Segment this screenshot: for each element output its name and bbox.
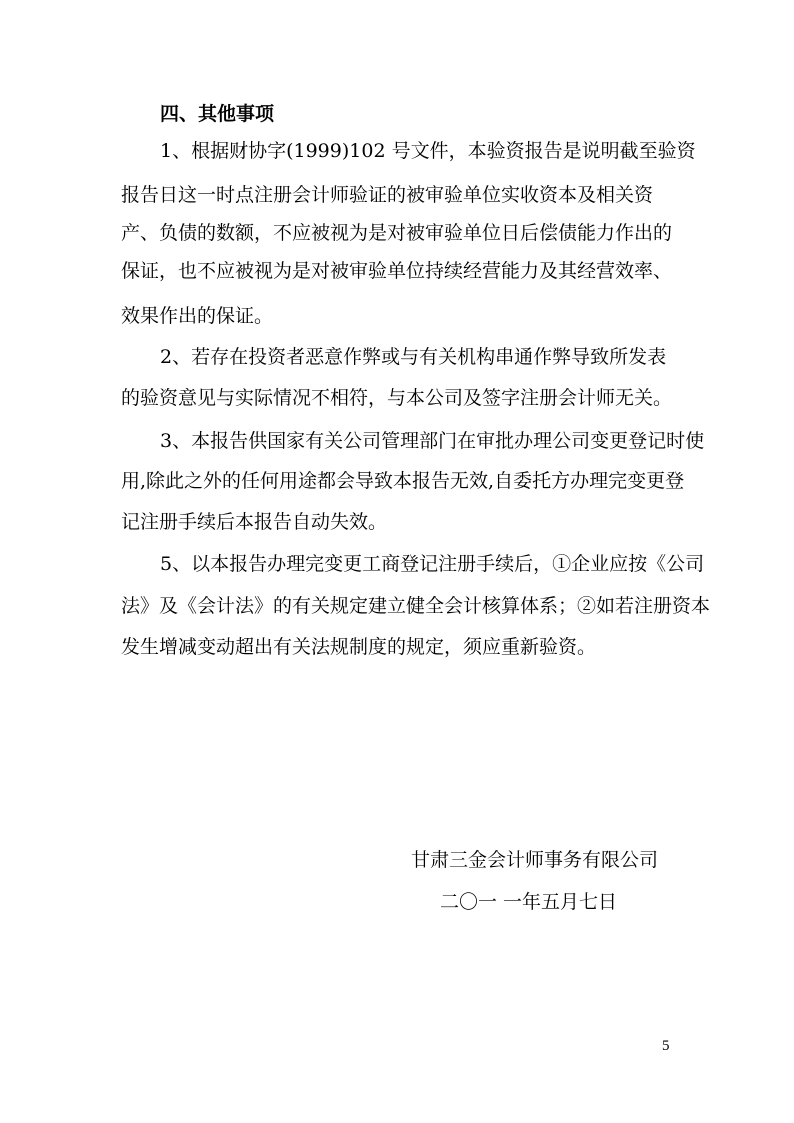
paragraph-2-line-2: 的验资意见与实际情况不相符，与本公司及签字注册会计师无关。 [121,387,673,409]
paragraph-4-line-1: 5、以本报告办理完变更工商登记注册手续后，①企业应按《公司 [160,553,705,575]
paragraph-3-line-2: 用,除此之外的任何用途都会导致本报告无效,自委托方办理完变更登 [121,470,685,492]
paragraph-1-line-1: 1、根据财协字(1999)102 号文件，本验资报告是说明截至验资 [160,140,696,162]
section-heading: 四、其他事项 [160,103,275,125]
paragraph-4-line-3: 发生增减变动超出有关法规制度的规定，须应重新验资。 [121,636,597,658]
paragraph-3-line-3: 记注册手续后本报告自动失效。 [121,511,388,533]
page-number: 5 [662,1038,670,1054]
paragraph-1-line-4: 保证，也不应被视为是对被审验单位持续经营能力及其经营效率、 [121,260,673,282]
paragraph-4-line-2: 法》及《会计法》的有关规定建立健全会计核算体系；②如若注册资本 [121,595,711,617]
signature-date: 二〇一 一年五月七日 [440,891,618,913]
paragraph-1-line-2: 报告日这一时点注册会计师验证的被审验单位实收资本及相关资 [121,184,654,206]
paragraph-1-line-3: 产、负债的数额，不应被视为是对被审验单位日后偿债能力作出的 [121,222,673,244]
signature-company: 甘肃三金会计师事务有限公司 [411,849,659,871]
paragraph-2-line-1: 2、若存在投资者恶意作弊或与有关机构串通作弊导致所发表 [160,346,667,368]
paragraph-1-line-5: 效果作出的保证。 [121,305,274,327]
paragraph-3-line-1: 3、本报告供国家有关公司管理部门在审批办理公司变更登记时使 [160,430,705,452]
